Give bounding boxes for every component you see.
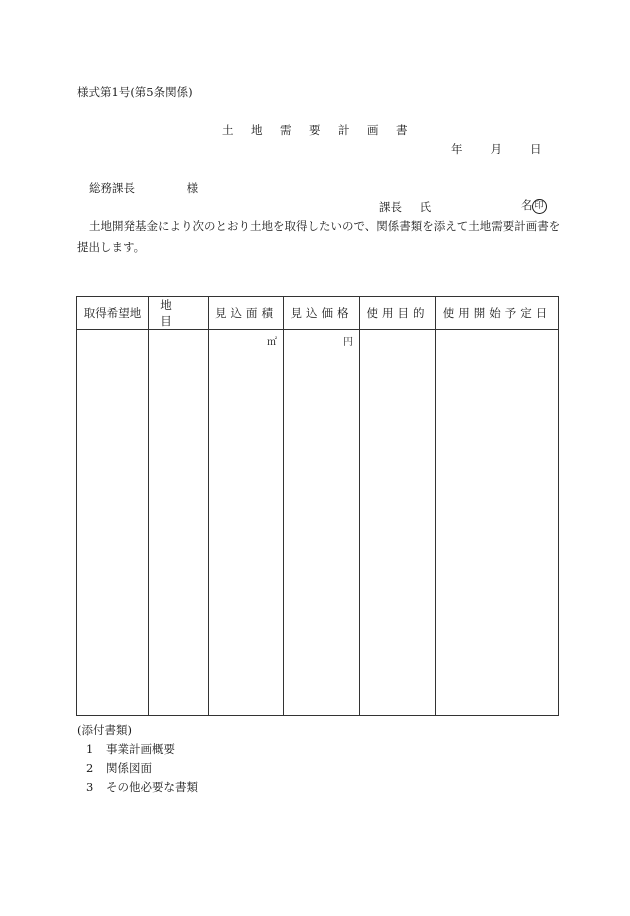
date-line: [451, 141, 542, 157]
addressee-name: 総務課長: [89, 181, 135, 195]
area-unit: ㎡: [267, 337, 277, 348]
header-estimated-price: 見込価格: [284, 297, 360, 330]
header-desired-land: 取得希望地: [77, 297, 149, 330]
table-row: [77, 330, 559, 716]
land-plan-table: [76, 296, 559, 716]
header-land-category: [149, 297, 209, 330]
applicant-title: 課長: [379, 200, 402, 214]
body-text: 土地開発基金により次のとおり土地を取得したいので、関係書類を添えて土地需要計画書を提出します。: [77, 219, 561, 254]
applicant-given-label: 名: [521, 198, 533, 212]
form-number: 様式第1号(第5条関係): [77, 85, 193, 99]
document-title: 土地需要計画書: [222, 123, 425, 137]
addressee: [89, 180, 198, 196]
attachment-item: 1 事業計画概要: [86, 742, 175, 756]
seal-stamp-icon: 印: [532, 199, 547, 214]
attachment-item: 2 関係図面: [86, 761, 152, 775]
price-unit: 円: [343, 337, 353, 348]
header-purpose: 使用目的: [360, 297, 436, 330]
cell-land-category[interactable]: [149, 330, 209, 716]
date-month-label: 月: [490, 142, 502, 156]
header-land-category-label: 地目: [160, 298, 200, 328]
attachments-heading: (添付書類): [77, 723, 132, 737]
addressee-honorific: 様: [186, 181, 199, 195]
table-header-row: [77, 297, 559, 330]
applicant-surname-label: 氏: [419, 200, 432, 214]
date-year-label: 年: [451, 142, 463, 156]
header-estimated-area: 見込面積: [209, 297, 284, 330]
cell-estimated-area[interactable]: [209, 330, 284, 716]
cell-purpose[interactable]: [360, 330, 436, 716]
cell-estimated-price[interactable]: [284, 330, 360, 716]
attachment-item: 3 その他必要な書類: [86, 780, 198, 794]
date-day-label: 日: [530, 142, 542, 156]
header-start-date: 使用開始予定日: [436, 297, 559, 330]
cell-desired-land[interactable]: [77, 330, 149, 716]
cell-start-date[interactable]: [436, 330, 559, 716]
seal-block: [521, 197, 547, 214]
